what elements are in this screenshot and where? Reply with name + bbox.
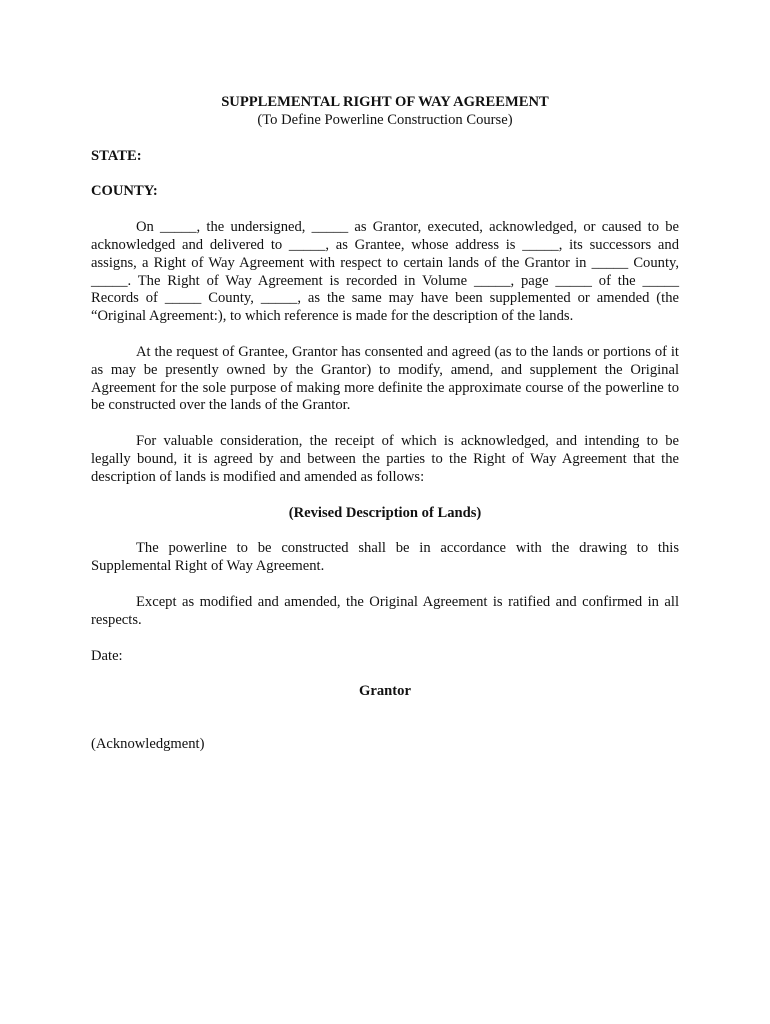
spacer (91, 630, 679, 648)
acknowledgment-label: (Acknowledgment) (91, 736, 205, 753)
paragraph-valuable-consideration: For valuable consideration, the receipt of which is acknowledged, and intending to be legally bound, it is agreed by and between the parties to the Right of Way Agreement that the description of lands is modified and amended as follows: (91, 433, 679, 485)
spacer (91, 701, 679, 736)
spacer (91, 487, 679, 505)
paragraph-ratified: Except as modified and amended, the Original Agreement is ratified and confirmed in all respects. (91, 593, 679, 628)
spacer (91, 576, 679, 594)
revised-description-heading: (Revised Description of Lands) (288, 504, 482, 521)
spacer (91, 165, 679, 183)
spacer (91, 130, 679, 148)
document-subtitle: (To Define Powerline Construction Course) (257, 111, 513, 128)
document-title: SUPPLEMENTAL RIGHT OF WAY AGREEMENT (221, 94, 549, 110)
spacer (91, 665, 679, 683)
state-label: STATE: (91, 147, 142, 164)
county-label: COUNTY: (91, 183, 158, 200)
spacer (91, 522, 679, 540)
spacer (91, 326, 679, 344)
paragraph-request-of-grantee: At the request of Grantee, Grantor has consented and agreed (as to the lands or portions of it as may be presently owned by the Grantor) to modify, amend, and supplement the Original Agreement for the sole purpose of making more definite the approximate course of the powerline to be constructed over the lands of the Grantor. (91, 343, 679, 414)
document-body (91, 94, 679, 754)
spacer (91, 415, 679, 433)
paragraph-powerline-drawing: The powerline to be constructed shall be in accordance with the drawing to this Supplemental Right of Way Agreement. (91, 540, 679, 575)
date-label: Date: (91, 647, 123, 664)
grantor-label: Grantor (359, 683, 411, 700)
paragraph-original-agreement: On _____, the undersigned, _____ as Grantor, executed, acknowledged, or caused to be acknowledged and delivered to _____, as Grantee, whose address is _____, its successors and assigns, a Right of Way Agreement with respect to certain lands of the Grantor in _____ County, _____. The Right of Way Agreement is recorded in Volume _____, page _____ of the _____ Records of _____ County, _____, as the same may have been supplemented or amended (the “Original Agreement:), to which reference is made for the description of the lands. (91, 219, 679, 325)
spacer (91, 201, 679, 219)
